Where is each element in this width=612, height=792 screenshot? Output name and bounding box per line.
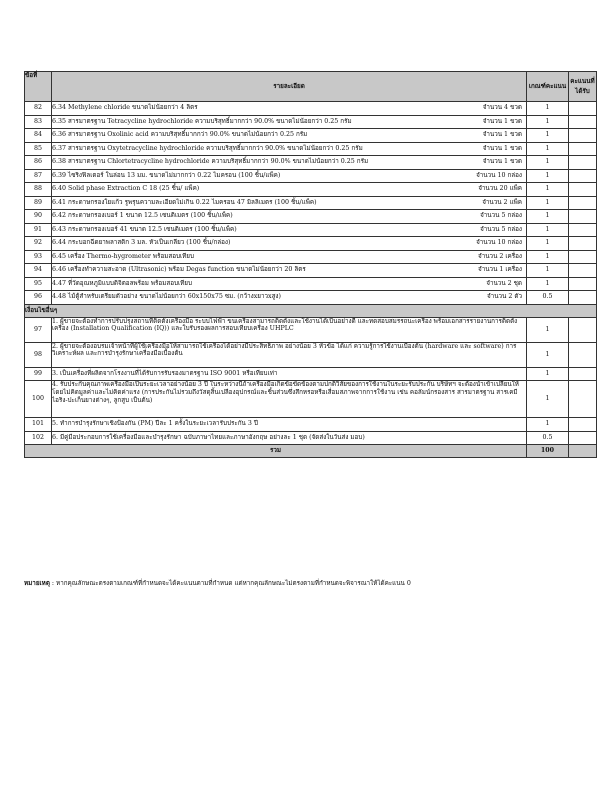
item-score: 1 bbox=[527, 250, 569, 264]
table-row bbox=[25, 291, 597, 305]
footnote-text: : หากคุณลักษณะตรงตามเกณฑ์ที่กำหนดจะได้คะแนนตามที่กำหนด แต่หากคุณลักษณะไม่ตรงตามที่กำหนดจะพิจารณาให้ได้คะแนน 0 bbox=[49, 580, 411, 587]
table-row bbox=[25, 342, 597, 367]
item-number: 91 bbox=[25, 223, 52, 237]
table-row bbox=[25, 431, 597, 445]
item-description bbox=[52, 264, 527, 278]
item-description bbox=[52, 196, 527, 210]
received-score-cell bbox=[569, 367, 597, 381]
item-description bbox=[52, 291, 527, 305]
item-number: 95 bbox=[25, 277, 52, 291]
item-score: 0.5 bbox=[527, 291, 569, 305]
table-row bbox=[25, 381, 597, 418]
item-number: 100 bbox=[25, 381, 52, 418]
item-quantity: จำนวน 1 เครื่อง bbox=[478, 266, 522, 274]
item-score: 1 bbox=[527, 367, 569, 381]
item-text: 6.43 กระดาษกรองเบอร์ 41 ขนาด 12.5 เซนติเมตร (100 ชิ้น/แพ็ค) bbox=[52, 225, 237, 233]
item-description bbox=[52, 223, 527, 237]
item-description: 1. ผู้ขายจะต้องทำการปรับปรุงสถานที่ติดตั้งเครื่องมือ ระบบไฟฟ้า ขนเครื่องสามารถติดตั้งและใช้งานได้เป็นอย่างดี และทดสอบสมรรถนะเครื่อง พร้อมเอกสารรายงานการติดตั้งเครื่อง (Installation Qualification (IQ)) และใบรับรองผลการสอบเทียบเครื่อง UHPLC bbox=[52, 317, 527, 342]
item-description bbox=[52, 142, 527, 156]
item-text: 6.35 สารมาตรฐาน Tetracycline hydrochloride ความบริสุทธิ์มากกว่า 90.0% ขนาดไม่น้อยกว่า 0.25 กรัม bbox=[52, 117, 352, 125]
item-number: 94 bbox=[25, 264, 52, 278]
table-row bbox=[25, 223, 597, 237]
item-score: 1 bbox=[527, 418, 569, 432]
item-score: 1 bbox=[527, 129, 569, 143]
header-description: รายละเอียด bbox=[52, 72, 527, 102]
item-text: 6.41 กระดาษกรองใยแก้ว รูพรุนความละเอียดไม่เกิน 0.22 ไมครอน 47 มิลลิเมตร (100 ชิ้น/แพ็ค) bbox=[52, 198, 317, 206]
total-label: รวม bbox=[25, 445, 527, 458]
item-quantity: จำนวน 1 ขวด bbox=[482, 158, 522, 166]
received-score-cell bbox=[569, 223, 597, 237]
received-score-cell bbox=[569, 418, 597, 432]
received-score-cell bbox=[569, 431, 597, 445]
item-text: 4.47 ที่วัดอุณหภูมิแบบดิจิตอลพร้อม พร้อมสอบเทียบ bbox=[52, 279, 192, 287]
item-score: 1 bbox=[527, 102, 569, 116]
item-number: 89 bbox=[25, 196, 52, 210]
item-number: 82 bbox=[25, 102, 52, 116]
received-score-cell bbox=[569, 264, 597, 278]
table-row bbox=[25, 196, 597, 210]
item-score: 1 bbox=[527, 342, 569, 367]
received-score-cell bbox=[569, 250, 597, 264]
item-description bbox=[52, 129, 527, 143]
item-description bbox=[52, 237, 527, 251]
total-row bbox=[25, 445, 597, 458]
item-score: 1 bbox=[527, 142, 569, 156]
received-score-cell bbox=[569, 115, 597, 129]
specification-table bbox=[24, 71, 597, 458]
item-quantity: จำนวน 20 แพ็ค bbox=[478, 185, 522, 193]
table-row bbox=[25, 129, 597, 143]
item-quantity: จำนวน 10 กล่อง bbox=[476, 171, 522, 179]
item-text: 6.45 เครื่อง Thermo-hygrometer พร้อมสอบเทียบ bbox=[52, 252, 194, 260]
item-score: 1 bbox=[527, 210, 569, 224]
item-number: 98 bbox=[25, 342, 52, 367]
table-row bbox=[25, 367, 597, 381]
item-number: 102 bbox=[25, 431, 52, 445]
received-score-cell bbox=[569, 102, 597, 116]
header-item-number: ข้อที่ bbox=[25, 72, 52, 102]
table-row bbox=[25, 115, 597, 129]
item-quantity: จำนวน 1 ขวด bbox=[482, 131, 522, 139]
item-description bbox=[52, 169, 527, 183]
received-score-cell bbox=[569, 291, 597, 305]
received-score-cell bbox=[569, 156, 597, 170]
received-score-cell bbox=[569, 237, 597, 251]
item-description: 4. รับประกันคุณภาพเครื่องมือเป็นระยะเวลาอย่างน้อย 3 ปี ในระหว่างนี้ถ้าเครื่องมือเกิดข้อขัดข้องตามปกติวิสัยของการใช้งานในระยะรับประกัน บริษัทฯ จะต้องนำเข้าเปลี่ยนให้โดยไม่คิดมูลค่าและไม่คิดค่าแรง (การประกันไม่รวมถึงวัสดุสิ้นเปลืองอุปกรณ์และชิ้นส่วนซึ่งสึกหรอหรือเสื่อมสภาพจากการใช้งาน เช่น คอลัมน์กรองสาร สารมาตรฐาน สารเคมี ไอริง-ปะเก็นยางต่างๆ, ลูกสูบ เป็นต้น) bbox=[52, 381, 527, 418]
item-number: 92 bbox=[25, 237, 52, 251]
item-quantity: จำนวน 10 กล่อง bbox=[476, 239, 522, 247]
item-score: 1 bbox=[527, 196, 569, 210]
item-score: 1 bbox=[527, 381, 569, 418]
table-row bbox=[25, 169, 597, 183]
item-description bbox=[52, 210, 527, 224]
item-text: 4.48 ไม้ตู้สำหรับเตรียมตัวอย่าง ขนาดไม่น้อยกว่า 60x150x75 ซม. (กว้างxยาวxสูง) bbox=[52, 293, 281, 301]
item-number: 99 bbox=[25, 367, 52, 381]
table-row bbox=[25, 142, 597, 156]
table-row bbox=[25, 250, 597, 264]
table-row bbox=[25, 156, 597, 170]
item-text: 6.39 ไซริงฟิลเตอร์ ในล่อน 13 มม. ขนาดไม่มากกว่า 0.22 ไมครอน (100 ชิ้น/แพ็ค) bbox=[52, 171, 281, 179]
item-number: 84 bbox=[25, 129, 52, 143]
table-row bbox=[25, 183, 597, 197]
section-title: เงื่อนไขอื่นๆ bbox=[25, 304, 597, 317]
table-row bbox=[25, 317, 597, 342]
item-number: 83 bbox=[25, 115, 52, 129]
item-description: 5. ทำการบำรุงรักษาเชิงป้องกัน (PM) ปีละ 1 ครั้งในระยะเวลารับประกัน 3 ปี bbox=[52, 418, 527, 432]
item-score: 1 bbox=[527, 317, 569, 342]
item-number: 90 bbox=[25, 210, 52, 224]
item-text: 6.37 สารมาตรฐาน Oxytetracycline hydrochloride ความบริสุทธิ์มากกว่า 90.0% ขนาดไม่น้อยกว่า 0.25 กรัม bbox=[52, 144, 363, 152]
received-score-cell bbox=[569, 277, 597, 291]
item-description: 2. ผู้ขายจะต้องอบรมเจ้าหน้าที่ผู้ใช้เครื่องมือให้สามารถใช้เครื่องได้อย่างมีประสิทธิภาพ อย่างน้อย 3 หัวข้อ ได้แก่ ความรู้การใช้งานเบื้องต้น (hardware และ software) การวิเคราะห์ผล และการบำรุงรักษาเครื่องมือเบื้องต้น bbox=[52, 342, 527, 367]
received-score-cell bbox=[569, 142, 597, 156]
item-score: 1 bbox=[527, 277, 569, 291]
total-value: 100 bbox=[527, 445, 569, 458]
item-description bbox=[52, 102, 527, 116]
item-number: 101 bbox=[25, 418, 52, 432]
item-text: 6.36 สารมาตรฐาน Oxolinic acid ความบริสุทธิ์มากกว่า 90.0% ขนาดไม่น้อยกว่า 0.25 กรัม bbox=[52, 131, 308, 139]
item-score: 1 bbox=[527, 156, 569, 170]
item-number: 96 bbox=[25, 291, 52, 305]
received-score-cell bbox=[569, 196, 597, 210]
item-quantity: จำนวน 5 กล่อง bbox=[480, 225, 522, 233]
table-row bbox=[25, 237, 597, 251]
item-text: 6.44 กระบอกฉีดยาพลาสติก 3 มล. หัวเป็นเกลียว (100 ชิ้น/กล่อง) bbox=[52, 239, 231, 247]
received-score-cell bbox=[569, 317, 597, 342]
total-received-cell bbox=[569, 445, 597, 458]
item-score: 0.5 bbox=[527, 431, 569, 445]
item-description bbox=[52, 277, 527, 291]
item-description bbox=[52, 156, 527, 170]
table-row bbox=[25, 277, 597, 291]
table-header-row bbox=[25, 72, 597, 102]
received-score-cell bbox=[569, 129, 597, 143]
table-row bbox=[25, 264, 597, 278]
item-description bbox=[52, 115, 527, 129]
received-score-cell bbox=[569, 342, 597, 367]
item-text: 6.34 Methylene chloride ขนาดไม่น้อยกว่า 4 ลิตร bbox=[52, 104, 198, 112]
header-score-criteria: เกณฑ์คะแนน bbox=[527, 72, 569, 102]
item-text: 6.46 เครื่องทำความสะอาด (Ultrasonic) พร้อม Degas function ขนาดไม่น้อยกว่า 20 ลิตร bbox=[52, 266, 306, 274]
header-score-received: คะแนนที่ได้รับ bbox=[569, 72, 597, 102]
item-description: 6. มีคู่มือประกอบการใช้เครื่องมือและบำรุงรักษา ฉบับภาษาไทยและภาษาอังกฤษ อย่างละ 1 ชุด (จัดส่งในวันส่ง มอบ) bbox=[52, 431, 527, 445]
item-number: 97 bbox=[25, 317, 52, 342]
item-score: 1 bbox=[527, 115, 569, 129]
received-score-cell bbox=[569, 169, 597, 183]
item-quantity: จำนวน 2 แพ็ค bbox=[482, 198, 522, 206]
item-text: 6.40 Solid phase Extraction C 18 (25 ชิ้น/ แพ็ค) bbox=[52, 185, 200, 193]
item-text: 6.42 กระดาษกรองเบอร์ 1 ขนาด 12.5 เซนติเมตร (100 ชิ้น/แพ็ค) bbox=[52, 212, 233, 220]
section-header-row bbox=[25, 304, 597, 317]
item-number: 85 bbox=[25, 142, 52, 156]
footnote bbox=[24, 578, 594, 588]
item-number: 86 bbox=[25, 156, 52, 170]
item-number: 88 bbox=[25, 183, 52, 197]
item-quantity: จำนวน 2 ตัว bbox=[486, 293, 522, 301]
item-score: 1 bbox=[527, 223, 569, 237]
table-row bbox=[25, 102, 597, 116]
footnote-label: หมายเหตุ bbox=[24, 580, 50, 587]
received-score-cell bbox=[569, 210, 597, 224]
table-row bbox=[25, 210, 597, 224]
received-score-cell bbox=[569, 183, 597, 197]
item-quantity: จำนวน 5 กล่อง bbox=[480, 212, 522, 220]
item-description bbox=[52, 250, 527, 264]
item-description: 3. เป็นเครื่องที่ผลิตจากโรงงานที่ได้รับการรับรองมาตรฐาน ISO 9001 หรือเทียบเท่า bbox=[52, 367, 527, 381]
item-score: 1 bbox=[527, 237, 569, 251]
item-quantity: จำนวน 2 เครื่อง bbox=[478, 252, 522, 260]
item-text: 6.38 สารมาตรฐาน Chlortetracycline hydrochloride ความบริสุทธิ์มากกว่า 90.0% ขนาดไม่น้อยกว่า 0.25 กรัม bbox=[52, 158, 369, 166]
item-number: 87 bbox=[25, 169, 52, 183]
table-row bbox=[25, 418, 597, 432]
item-score: 1 bbox=[527, 169, 569, 183]
item-quantity: จำนวน 2 ชุด bbox=[486, 279, 522, 287]
received-score-cell bbox=[569, 381, 597, 418]
item-score: 1 bbox=[527, 183, 569, 197]
item-description bbox=[52, 183, 527, 197]
item-number: 93 bbox=[25, 250, 52, 264]
item-quantity: จำนวน 4 ขวด bbox=[482, 104, 522, 112]
item-score: 1 bbox=[527, 264, 569, 278]
item-quantity: จำนวน 1 ขวด bbox=[482, 144, 522, 152]
item-quantity: จำนวน 1 ขวด bbox=[482, 117, 522, 125]
